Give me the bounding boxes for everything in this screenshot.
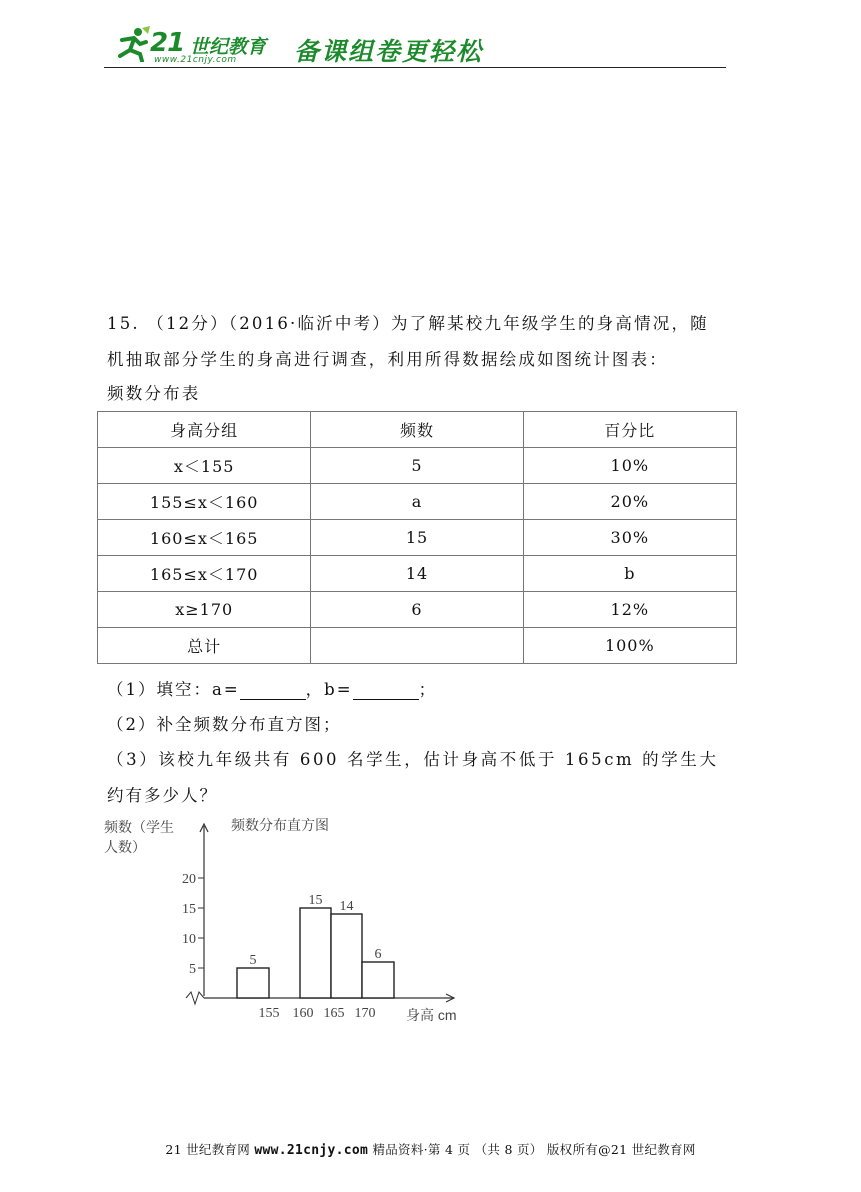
subquestion-3-line-2: 约有多少人？ xyxy=(107,786,218,805)
header-slogan: 备课组卷更轻松 xyxy=(294,37,484,66)
table-header-row xyxy=(98,412,737,448)
answer-blank-a[interactable] xyxy=(240,682,306,700)
table-cell: 155≤x＜160 xyxy=(98,484,311,520)
footer-url[interactable]: www.21cnjy.com xyxy=(254,1143,369,1158)
question-line-1: 15. （12分）（2016·临沂中考）为了解某校九年级学生的身高情况，随 xyxy=(107,314,709,333)
runner-logo-icon xyxy=(112,26,152,62)
chart-title: 频数分布直方图 xyxy=(231,817,329,833)
bar-value-label: 5 xyxy=(249,953,257,968)
table-row xyxy=(98,520,737,556)
histogram-bar xyxy=(300,908,331,998)
chart-ylabel-line-2: 人数） xyxy=(104,839,146,855)
page-footer xyxy=(0,1140,861,1158)
logo-number: 21 xyxy=(150,28,185,58)
x-tick-label: 165 xyxy=(323,1006,345,1021)
table-row xyxy=(98,484,737,520)
table-cell: 10% xyxy=(523,448,736,484)
frequency-table xyxy=(97,411,737,664)
table-row xyxy=(98,448,737,484)
table-row xyxy=(98,592,737,628)
table-cell: a xyxy=(311,484,523,520)
table-cell: 6 xyxy=(311,592,523,628)
chart-ylabel-line-1: 频数（学生 xyxy=(104,819,174,835)
histogram-bar xyxy=(331,914,362,998)
table-title: 频数分布表 xyxy=(107,384,201,403)
frequency-histogram xyxy=(100,810,480,1025)
y-tick-label: 15 xyxy=(182,902,196,917)
y-tick-label: 20 xyxy=(182,872,196,887)
subquestion-2: （2）补全频数分布直方图； xyxy=(107,715,342,734)
table-cell: 20% xyxy=(523,484,736,520)
subquestion-3-line-1: （3）该校九年级共有 600 名学生，估计身高不低于 165cm 的学生大 xyxy=(107,750,719,769)
table-row xyxy=(98,556,737,592)
table-header-cell: 身高分组 xyxy=(98,412,311,448)
subquestion-1-prefix: （1）填空：a= xyxy=(107,680,240,699)
table-cell: b xyxy=(523,556,736,592)
question-line-2: 机抽取部分学生的身高进行调查，利用所得数据绘成如图统计图表： xyxy=(107,350,668,369)
y-tick-label: 10 xyxy=(182,932,196,947)
x-tick-label: 170 xyxy=(354,1006,376,1021)
footer-site: 21 世纪教育网 xyxy=(165,1142,251,1157)
y-tick-label: 5 xyxy=(189,962,196,977)
table-cell: x≥170 xyxy=(98,592,311,628)
table-cell: 30% xyxy=(523,520,736,556)
table-cell: x＜155 xyxy=(98,448,311,484)
chart-xlabel: 身高 cm xyxy=(406,1007,457,1023)
bar-value-label: 14 xyxy=(339,899,354,914)
table-row xyxy=(98,628,737,664)
histogram-bar xyxy=(362,962,394,998)
subquestion-1-mid: ，b= xyxy=(305,680,353,699)
page-header xyxy=(104,22,726,70)
table-cell: 15 xyxy=(311,520,523,556)
table-cell xyxy=(311,628,523,664)
x-tick-label: 160 xyxy=(292,1006,314,1021)
subquestion-1-end: ； xyxy=(418,680,438,699)
answer-blank-b[interactable] xyxy=(353,682,419,700)
bar-value-label: 15 xyxy=(308,893,323,908)
footer-info: 精品资料·第 4 页 （共 8 页） 版权所有@21 世纪教育网 xyxy=(372,1142,696,1157)
bar-value-label: 6 xyxy=(374,947,382,962)
table-cell: 160≤x＜165 xyxy=(98,520,311,556)
table-header-cell: 频数 xyxy=(311,412,523,448)
table-cell: 5 xyxy=(311,448,523,484)
table-cell: 总计 xyxy=(98,628,311,664)
logo-url: www.21cnjy.com xyxy=(154,55,237,65)
axis-break-icon xyxy=(186,992,204,1004)
table-cell: 100% xyxy=(523,628,736,664)
table-cell: 14 xyxy=(311,556,523,592)
x-tick-label: 155 xyxy=(258,1006,280,1021)
subquestion-1 xyxy=(107,676,437,700)
logo-text: 世纪教育 xyxy=(190,36,267,58)
histogram-bar xyxy=(237,968,269,998)
table-cell: 12% xyxy=(523,592,736,628)
header-divider xyxy=(104,67,726,68)
table-header-cell: 百分比 xyxy=(523,412,736,448)
table-cell: 165≤x＜170 xyxy=(98,556,311,592)
